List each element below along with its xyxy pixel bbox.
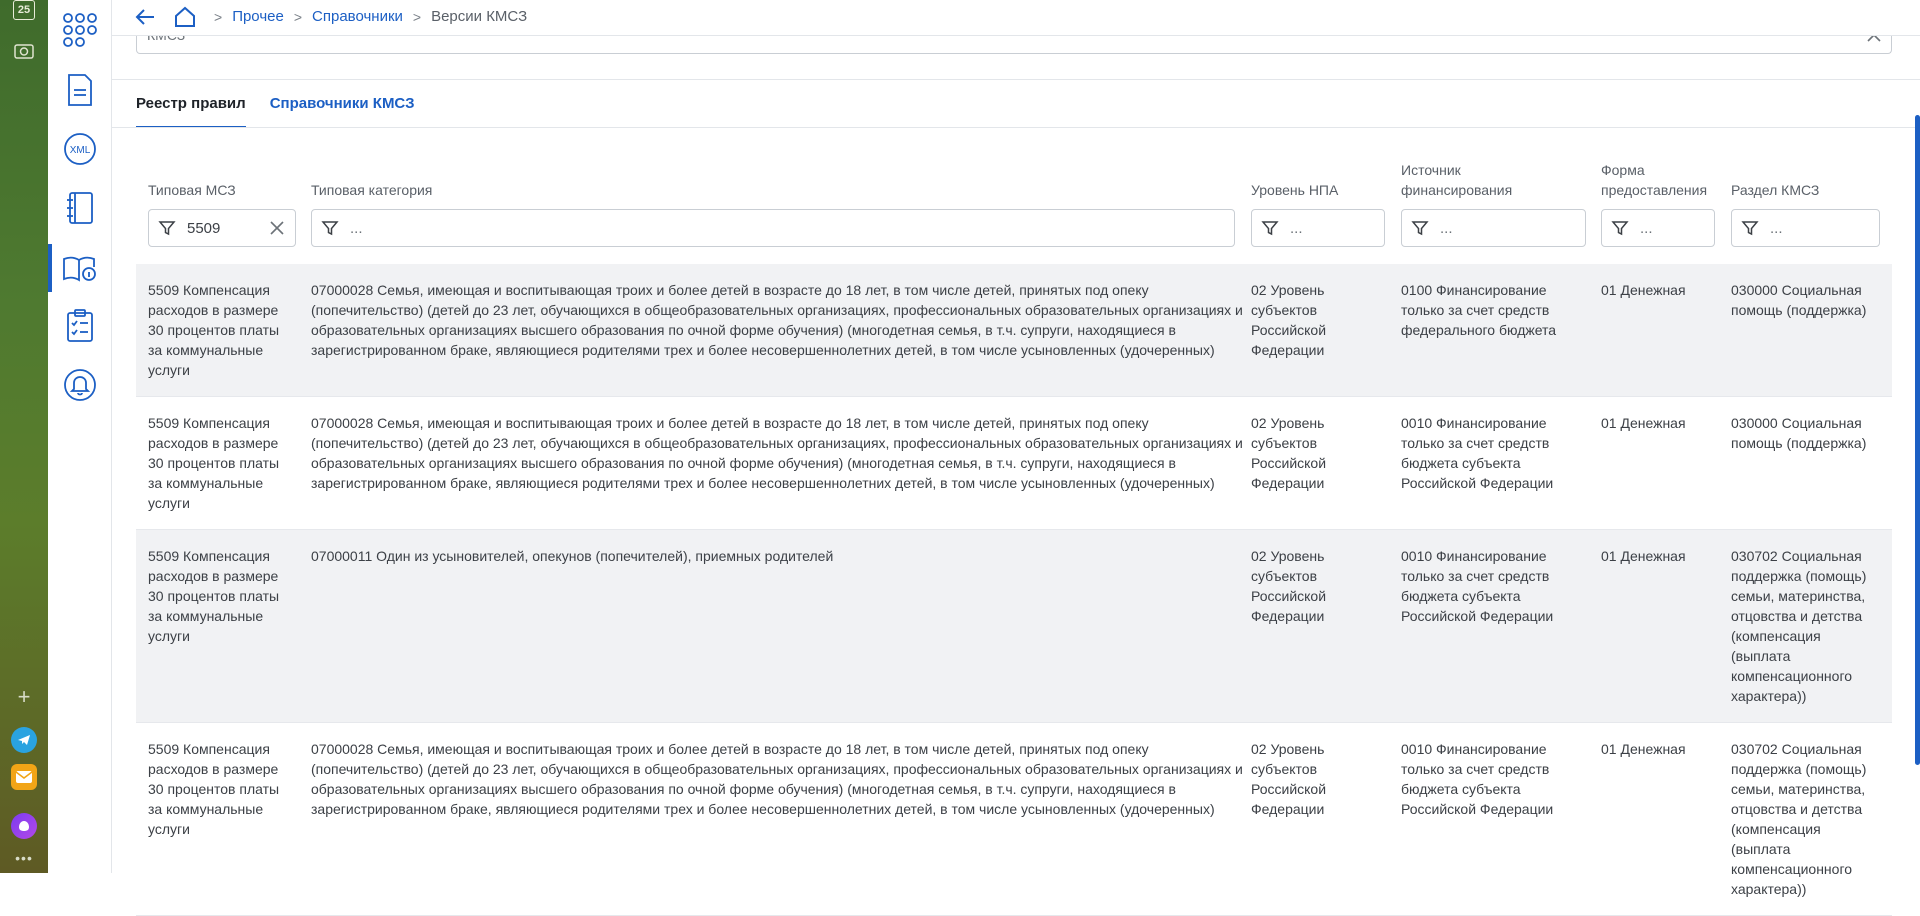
breadcrumb <box>204 8 527 25</box>
notebook-icon[interactable] <box>58 186 102 230</box>
telegram-icon[interactable] <box>11 727 37 753</box>
table-row[interactable] <box>136 723 1892 916</box>
column-header-form: Форма предоставления <box>1601 162 1708 198</box>
filter-source-placeholder: ... <box>1440 219 1453 237</box>
tab-bar <box>136 95 438 128</box>
cell-source: 0010 Финансирование только за счет средств бюджета субъекта Российской Федерации <box>1401 741 1554 817</box>
filter-icon <box>1262 220 1278 236</box>
checklist-icon[interactable] <box>58 304 102 348</box>
cell-section: 030000 Социальная помощь (поддержка) <box>1731 415 1867 451</box>
cell-source: 0010 Финансирование только за счет средств бюджета субъекта Российской Федерации <box>1401 548 1554 624</box>
chevron-right-icon: > <box>214 8 223 25</box>
home-icon[interactable] <box>174 6 196 28</box>
filter-icon <box>322 220 338 236</box>
cell-section: 030000 Социальная помощь (поддержка) <box>1731 282 1867 318</box>
cell-form: 01 Денежная <box>1601 741 1686 757</box>
top-header <box>112 0 1920 36</box>
cell-category: 07000028 Семья, имеющая и воспитывающая троих и более детей в возрасте до 18 лет, в том числе детей, принятых под опеку (попечительство) (детей до 23 лет, обучающихся в общеобразовательных организациях, профессиональных образовательных организациях и образовательных организациях высшего образования по очной форме обучения) (многодетная семья, в т.ч. супруги, находящиеся в зарегистрированном браке, являющиеся родителями трех и более несовершеннолетних детей, в том числе усыновленных (удочеренных) <box>311 415 1243 491</box>
cell-category: 07000028 Семья, имеющая и воспитывающая троих и более детей в возрасте до 18 лет, в том числе детей, принятых под опеку (попечительство) (детей до 23 лет, обучающихся в общеобразовательных организациях, профессиональных образовательных организациях и образовательных организациях высшего образования по очной форме обучения) (многодетная семья, в т.ч. супруги, находящиеся в зарегистрированном браке, являющиеся родителями трех и более несовершеннолетних детей, в том числе усыновленных (удочеренных) <box>311 282 1243 358</box>
add-icon[interactable]: + <box>17 684 31 709</box>
column-header-section: Раздел КМСЗ <box>1731 182 1820 198</box>
filter-category-placeholder: ... <box>350 219 363 237</box>
alice-assistant-icon[interactable] <box>11 813 37 839</box>
tab-kmsz-references[interactable]: Справочники КМСЗ <box>269 95 415 112</box>
rules-table <box>136 160 1892 916</box>
apps-grid-icon[interactable] <box>58 8 102 52</box>
filter-icon <box>1742 220 1758 236</box>
mail-app-icon[interactable] <box>11 764 37 790</box>
filter-section-placeholder: ... <box>1770 219 1783 237</box>
filter-icon <box>159 220 175 236</box>
filter-level[interactable] <box>1251 209 1385 247</box>
cell-msz: 5509 Компенсация расходов в размере 30 процентов платы за коммунальные услуги <box>148 415 280 511</box>
table-row[interactable] <box>136 397 1892 530</box>
cell-msz: 5509 Компенсация расходов в размере 30 процентов платы за коммунальные услуги <box>148 548 280 644</box>
table-header <box>136 160 1892 264</box>
more-dots-icon[interactable]: ••• <box>15 850 33 866</box>
cell-level: 02 Уровень субъектов Российской Федерации <box>1251 741 1327 817</box>
cell-level: 02 Уровень субъектов Российской Федерации <box>1251 282 1327 358</box>
screenshot-icon[interactable] <box>11 38 37 64</box>
column-header-category: Типовая категория <box>311 182 433 198</box>
chevron-right-icon: > <box>293 8 303 25</box>
clear-filter-icon[interactable] <box>269 220 285 236</box>
table-row[interactable] <box>136 530 1892 723</box>
cell-category: 07000011 Один из усыновителей, опекунов (попечителей), приемных родителей <box>311 548 834 564</box>
cell-form: 01 Денежная <box>1601 548 1686 564</box>
cell-source: 0010 Финансирование только за счет средств бюджета субъекта Российской Федерации <box>1401 415 1554 491</box>
cell-source: 0100 Финансирование только за счет средств федерального бюджета <box>1401 282 1557 338</box>
tabs-divider <box>112 127 1920 128</box>
document-icon[interactable] <box>58 68 102 112</box>
column-header-source: Источник финансирования <box>1401 162 1513 198</box>
filter-msz[interactable] <box>148 209 296 247</box>
breadcrumb-link-references[interactable]: Справочники <box>312 8 403 25</box>
xml-icon[interactable] <box>58 127 102 171</box>
cell-msz: 5509 Компенсация расходов в размере 30 процентов платы за коммунальные услуги <box>148 741 280 837</box>
cell-form: 01 Денежная <box>1601 282 1686 298</box>
cell-level: 02 Уровень субъектов Российской Федерации <box>1251 548 1327 624</box>
cell-section: 030702 Социальная поддержка (помощь) семьи, материнства, отцовства и детства (компенсация (выплата компенсационного характера)) <box>1731 548 1867 704</box>
column-header-level: Уровень НПА <box>1251 182 1339 198</box>
back-arrow-icon[interactable] <box>134 7 156 27</box>
filter-msz-value: 5509 <box>187 219 221 237</box>
filter-category[interactable] <box>311 209 1235 247</box>
chevron-right-icon: > <box>412 8 422 25</box>
cell-level: 02 Уровень субъектов Российской Федерации <box>1251 415 1327 491</box>
cell-form: 01 Денежная <box>1601 415 1686 431</box>
filter-icon <box>1612 220 1628 236</box>
calendar-date-badge[interactable]: 25 <box>13 0 35 20</box>
filter-source[interactable] <box>1401 209 1586 247</box>
column-header-msz: Типовая МСЗ <box>148 182 236 198</box>
filter-section[interactable] <box>1731 209 1880 247</box>
bell-icon[interactable] <box>58 363 102 407</box>
breadcrumb-current: Версии КМСЗ <box>431 8 528 25</box>
filter-level-placeholder: ... <box>1290 219 1303 237</box>
tab-rules-registry[interactable]: Реестр правил <box>136 95 246 128</box>
os-dock <box>0 0 48 873</box>
cell-category: 07000028 Семья, имеющая и воспитывающая троих и более детей в возрасте до 18 лет, в том числе детей, принятых под опеку (попечительство) (детей до 23 лет, обучающихся в общеобразовательных организациях, профессиональных образовательных организациях и образовательных организациях высшего образования по очной форме обучения) (многодетная семья, в т.ч. супруги, находящиеся в зарегистрированном браке, являющиеся родителями трех и более несовершеннолетних детей, в том числе усыновленных (удочеренных) <box>311 741 1243 817</box>
filter-form-placeholder: ... <box>1640 219 1653 237</box>
breadcrumb-link-other[interactable]: Прочее <box>232 8 284 25</box>
filter-icon <box>1412 220 1428 236</box>
svg-text:XML: XML <box>69 145 91 156</box>
cell-msz: 5509 Компенсация расходов в размере 30 процентов платы за коммунальные услуги <box>148 282 280 378</box>
app-sidebar <box>48 0 112 873</box>
vertical-scrollbar[interactable] <box>1915 115 1920 765</box>
filter-form[interactable] <box>1601 209 1715 247</box>
divider <box>112 79 1920 80</box>
cell-section: 030702 Социальная поддержка (помощь) семьи, материнства, отцовства и детства (компенсация (выплата компенсационного характера)) <box>1731 741 1867 897</box>
reference-books-icon[interactable] <box>58 246 102 290</box>
table-row[interactable] <box>136 264 1892 397</box>
